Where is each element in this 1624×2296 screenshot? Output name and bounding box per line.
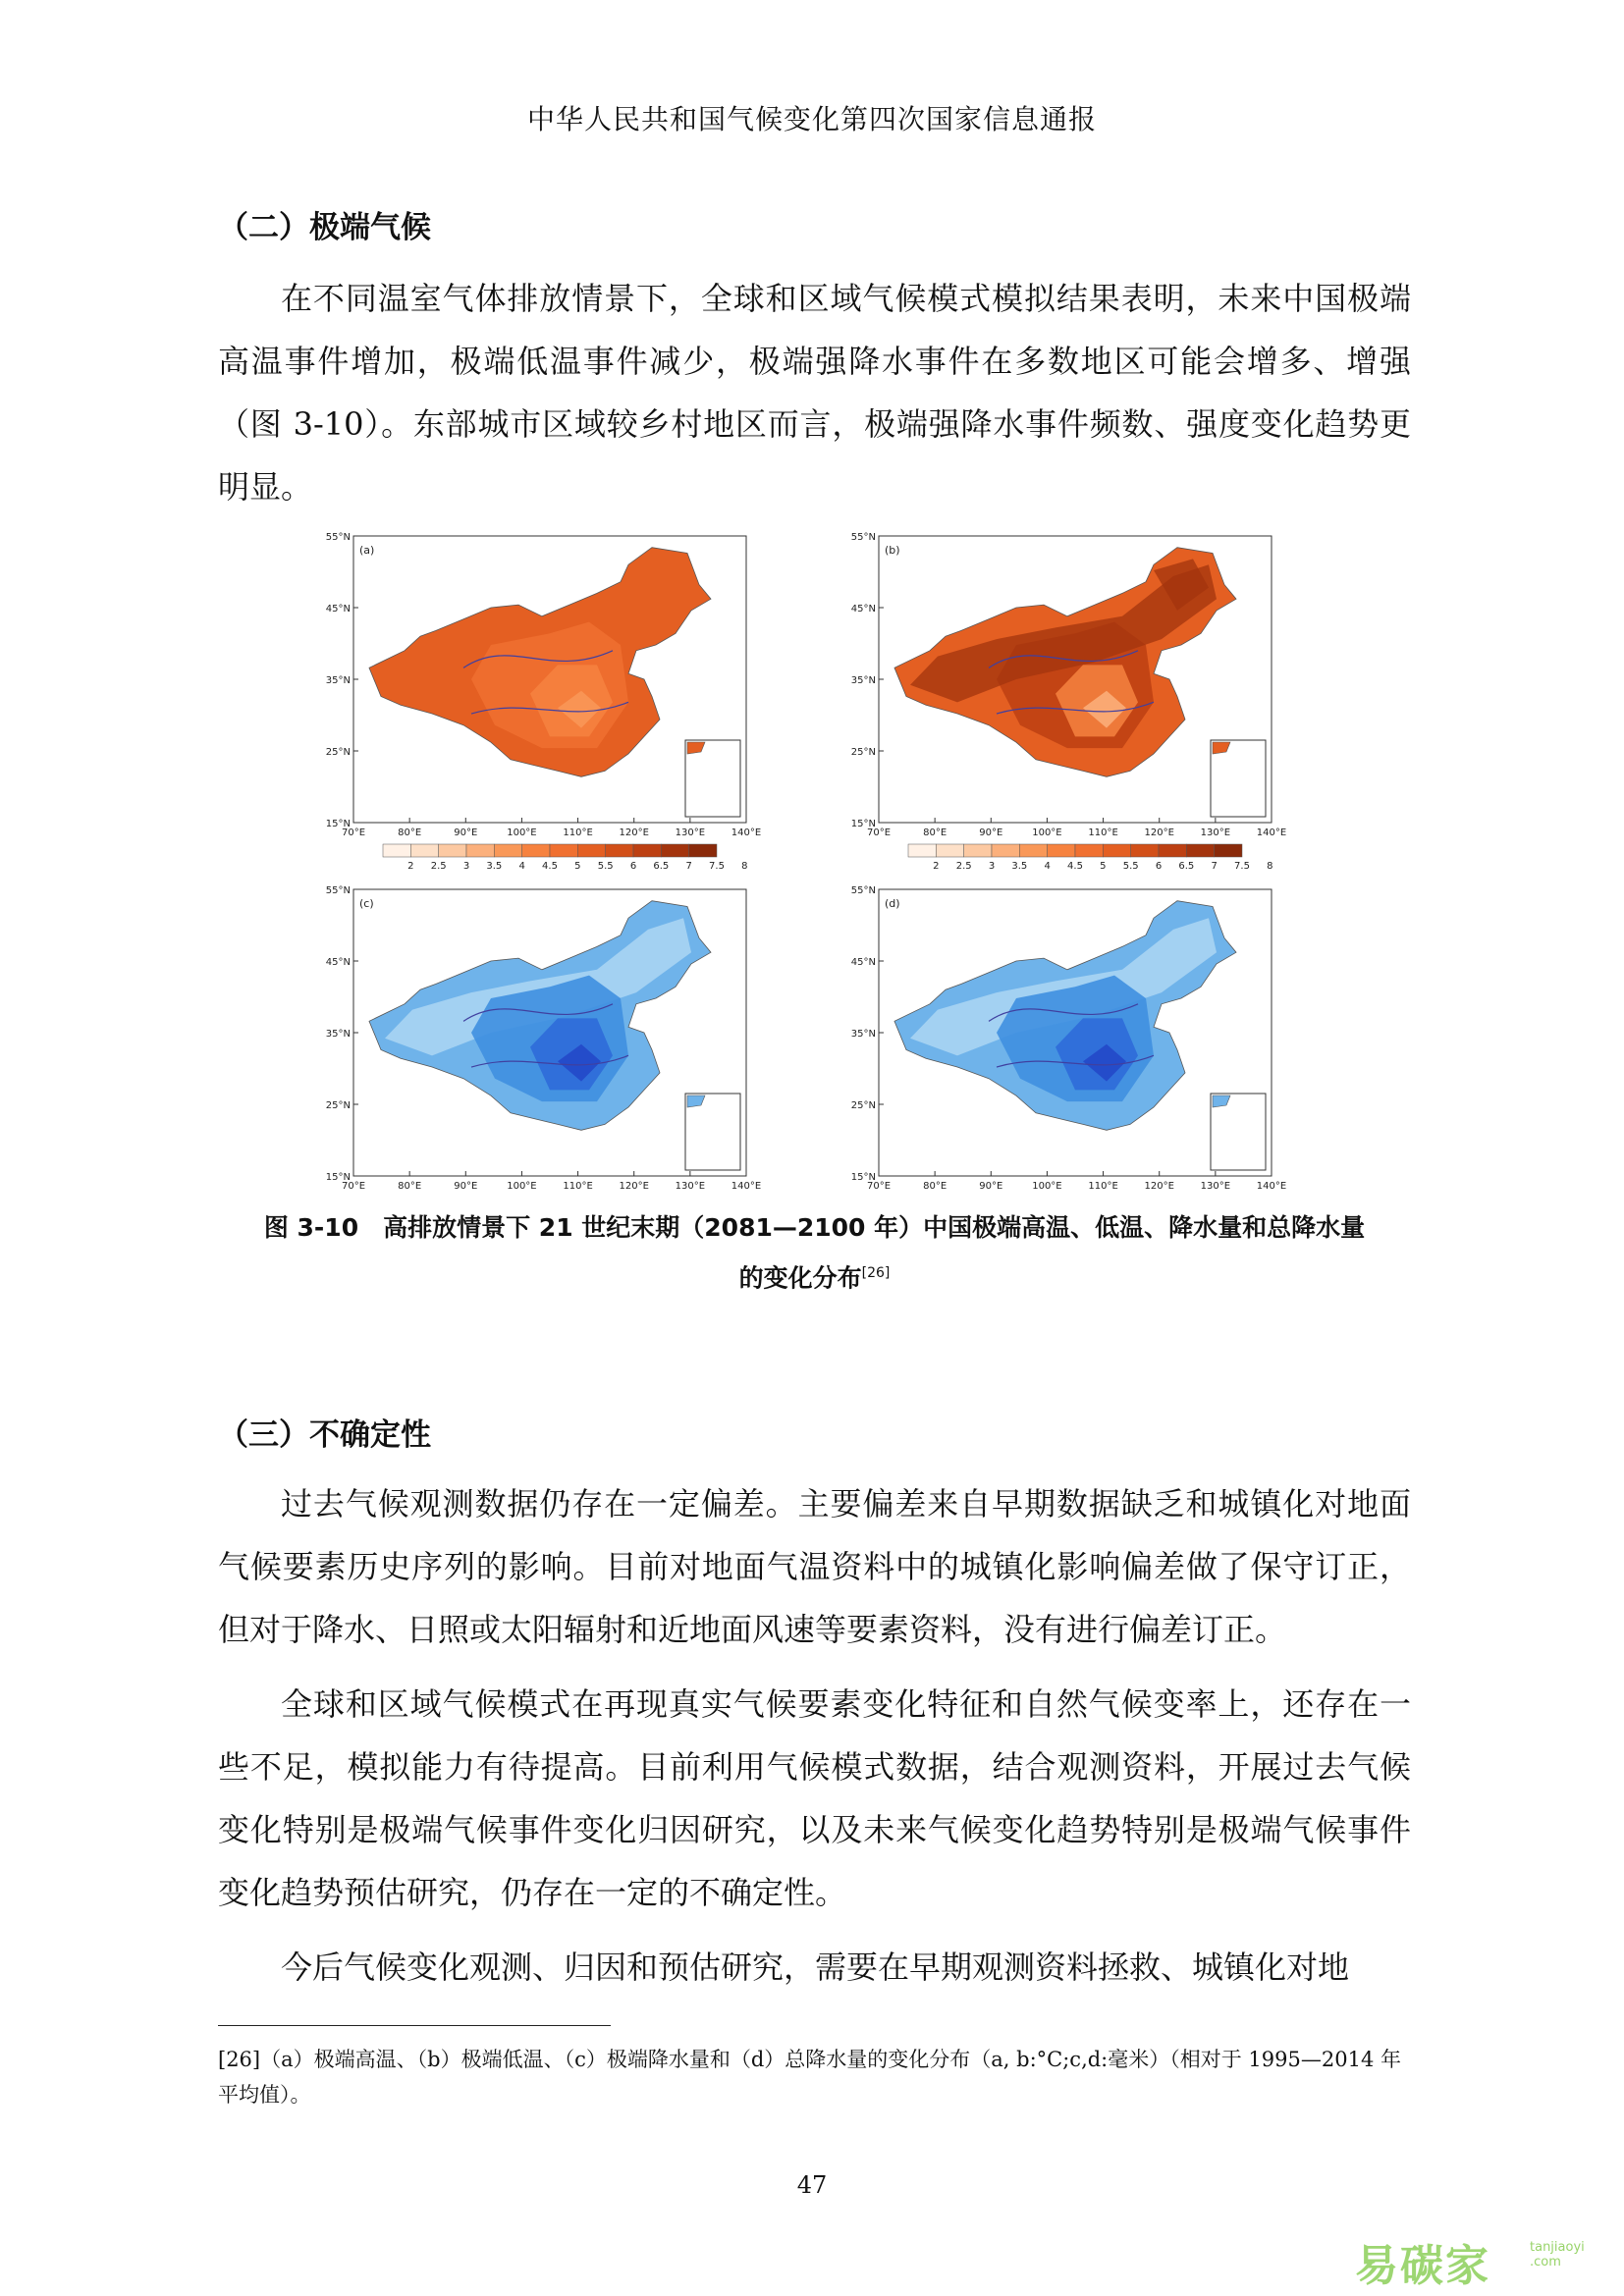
lon-tick-label: 130°E — [675, 1181, 706, 1192]
footnote-26: [26]（a）极端高温、（b）极端低温、（c）极端降水量和（d）总降水量的变化分布（a, b:°C;c,d:毫米）（相对于 1995—2014 年平均值）。 — [218, 2048, 1401, 2107]
colorbar-swatch — [1215, 844, 1242, 857]
lat-tick-label: 15°N — [850, 819, 876, 829]
colorbar-tick-label: 8 — [741, 861, 748, 872]
lon-tick-label: 100°E — [1032, 828, 1062, 838]
colorbar-tick-label: 3 — [462, 861, 470, 872]
paragraph-uncertainty-1: 过去气候观测数据仍存在一定偏差。主要偏差来自早期数据缺乏和城镇化对地面气候要素历史序列的影响。目前对地面气温资料中的城镇化影响偏差做了保守订正，但对于降水、日照或太阳辐射和近地面风速等要素资料，没有进行偏差订正。 — [218, 1485, 1411, 1648]
figure-3-10 — [325, 530, 1324, 1192]
lon-tick-label: 100°E — [507, 828, 537, 838]
colorbar-tick-label: 2.5 — [955, 861, 972, 872]
colorbar-swatch — [936, 844, 963, 857]
colorbar-tick-label: 2 — [933, 861, 940, 872]
panel-label: (b) — [885, 544, 900, 557]
colorbar-tick-label: 6.5 — [1178, 861, 1195, 872]
lon-tick-label: 100°E — [1032, 1181, 1062, 1192]
colorbar-swatch — [439, 844, 466, 857]
map-panel-c — [326, 885, 761, 1192]
section-heading-extreme-climate: （二）极端气候 — [218, 210, 431, 245]
page-number: 47 — [796, 2171, 828, 2199]
colorbar-swatch — [661, 844, 688, 857]
lon-tick-label: 90°E — [979, 1181, 1003, 1192]
lat-tick-label: 55°N — [325, 885, 351, 896]
lon-tick-label: 80°E — [923, 1181, 947, 1192]
figure-caption — [218, 1205, 1411, 1301]
lon-tick-label: 110°E — [563, 828, 593, 838]
lon-tick-label: 90°E — [454, 1181, 478, 1192]
lon-tick-label: 140°E — [1256, 828, 1287, 838]
lat-tick-label: 55°N — [325, 532, 351, 543]
colorbar-swatch — [577, 844, 605, 857]
lon-tick-label: 140°E — [731, 828, 762, 838]
colorbar-swatch — [522, 844, 550, 857]
colorbar-tick-label: 5.5 — [1122, 861, 1139, 872]
lon-tick-label: 80°E — [398, 1181, 422, 1192]
lat-tick-label: 25°N — [325, 747, 351, 758]
lat-tick-label: 25°N — [850, 1100, 876, 1111]
map-panel-d — [851, 885, 1286, 1192]
map-panel-a — [326, 532, 761, 872]
colorbar-swatch — [1131, 844, 1159, 857]
running-head: 中华人民共和国气候变化第四次国家信息通报 — [526, 103, 1097, 135]
section-heading-uncertainty: （三）不确定性 — [218, 1417, 431, 1453]
colorbar-swatch — [550, 844, 577, 857]
caption-reference: [26] — [861, 1265, 891, 1281]
lat-tick-label: 45°N — [850, 957, 876, 968]
paragraph-uncertainty-2: 全球和区域气候模式在再现真实气候要素变化特征和自然气候变率上，还存在一些不足，模拟能力有待提高。目前利用气候模式数据，结合观测资料，开展过去气候变化特别是极端气候事件变化归因研究，以及未来气候变化趋势特别是极端气候事件变化趋势预估研究，仍存在一定的不确定性。 — [218, 1685, 1411, 1911]
colorbar-tick-label: 2 — [407, 861, 414, 872]
colorbar-tick-label: 8 — [1267, 861, 1273, 872]
colorbar-swatch — [964, 844, 992, 857]
lat-tick-label: 35°N — [325, 675, 351, 686]
colorbar-swatch — [1075, 844, 1103, 857]
colorbar-tick-label: 2.5 — [430, 861, 447, 872]
lat-tick-label: 55°N — [850, 885, 876, 896]
lon-tick-label: 70°E — [341, 1181, 366, 1192]
lat-tick-label: 45°N — [850, 604, 876, 614]
paragraph-uncertainty-3: 今后气候变化观测、归因和预估研究，需要在早期观测资料拯救、城镇化对地 — [281, 1949, 1350, 1986]
footnote-rule — [218, 2025, 611, 2026]
watermark-domain-1: tanjiaoyi — [1530, 2240, 1585, 2255]
lon-tick-label: 130°E — [675, 828, 706, 838]
lon-tick-label: 70°E — [866, 1181, 892, 1192]
lon-tick-label: 120°E — [619, 828, 649, 838]
lon-tick-label: 80°E — [923, 828, 947, 838]
lon-tick-label: 110°E — [563, 1181, 593, 1192]
paragraph-extreme-climate: 在不同温室气体排放情景下，全球和区域气候模式模拟结果表明，未来中国极端高温事件增加，极端低温事件减少，极端强降水事件在多数地区可能会增多、增强（图 3-10）。东部城市区域较乡村地区而言，极端强降水事件频数、强度变化趋势更明显。 — [218, 280, 1411, 506]
colorbar-tick-label: 7.5 — [709, 861, 725, 872]
colorbar-tick-label: 6 — [629, 861, 637, 872]
colorbar-swatch — [633, 844, 661, 857]
lon-tick-label: 120°E — [1144, 828, 1174, 838]
colorbar-swatch — [466, 844, 494, 857]
watermark-text: 易碳家 — [1355, 2241, 1490, 2291]
colorbar-tick-label: 5 — [574, 861, 581, 872]
colorbar-swatch — [410, 844, 438, 857]
lat-tick-label: 55°N — [850, 532, 876, 543]
lat-tick-label: 25°N — [325, 1100, 351, 1111]
watermark-domain — [1530, 2240, 1585, 2269]
colorbar-swatch — [494, 844, 521, 857]
colorbar-swatch — [908, 844, 936, 857]
lon-tick-label: 90°E — [979, 828, 1003, 838]
watermark-domain-2: .com — [1530, 2255, 1561, 2269]
lon-tick-label: 70°E — [341, 828, 366, 838]
lat-tick-label: 35°N — [325, 1029, 351, 1040]
caption-line-1: 图 3-10 高排放情景下 21 世纪末期（2081—2100 年）中国极端高温、低温、降水量和总降水量 — [263, 1213, 1366, 1242]
lat-tick-label: 35°N — [850, 675, 876, 686]
colorbar-tick-label: 5.5 — [597, 861, 614, 872]
lat-tick-label: 45°N — [325, 604, 351, 614]
colorbar-swatch — [383, 844, 410, 857]
map-panel-b — [851, 532, 1286, 872]
lon-tick-label: 80°E — [398, 828, 422, 838]
colorbar-tick-label: 6 — [1155, 861, 1163, 872]
lat-tick-label: 25°N — [850, 747, 876, 758]
panel-label: (d) — [885, 897, 900, 910]
lon-tick-label: 140°E — [1256, 1181, 1287, 1192]
china-extreme-climate-maps — [325, 530, 1324, 1192]
colorbar-tick-label: 5 — [1100, 861, 1107, 872]
panel-label: (a) — [359, 544, 375, 557]
colorbar-swatch — [1019, 844, 1047, 857]
lat-tick-label: 15°N — [325, 819, 351, 829]
lon-tick-label: 120°E — [1144, 1181, 1174, 1192]
lat-tick-label: 15°N — [325, 1172, 351, 1183]
colorbar-swatch — [689, 844, 717, 857]
lon-tick-label: 100°E — [507, 1181, 537, 1192]
colorbar-tick-label: 7 — [685, 861, 692, 872]
lon-tick-label: 90°E — [454, 828, 478, 838]
colorbar-swatch — [1048, 844, 1075, 857]
lon-tick-label: 130°E — [1200, 828, 1231, 838]
colorbar-tick-label: 3.5 — [486, 861, 503, 872]
colorbar-tick-label: 6.5 — [653, 861, 670, 872]
colorbar-swatch — [606, 844, 633, 857]
colorbar-swatch — [1159, 844, 1186, 857]
colorbar-tick-label: 3.5 — [1011, 861, 1028, 872]
colorbar-tick-label: 7 — [1211, 861, 1218, 872]
colorbar-swatch — [992, 844, 1019, 857]
lon-tick-label: 70°E — [866, 828, 892, 838]
colorbar-tick-label: 3 — [988, 861, 996, 872]
colorbar-tick-label: 4.5 — [542, 861, 558, 872]
lon-tick-label: 110°E — [1088, 1181, 1118, 1192]
panel-label: (c) — [359, 897, 374, 910]
colorbar-tick-label: 4 — [1044, 861, 1051, 872]
lat-tick-label: 15°N — [850, 1172, 876, 1183]
lat-tick-label: 45°N — [325, 957, 351, 968]
colorbar-tick-label: 4.5 — [1067, 861, 1083, 872]
caption-line-2: 的变化分布 — [738, 1263, 862, 1293]
colorbar-swatch — [1186, 844, 1214, 857]
colorbar-tick-label: 7.5 — [1234, 861, 1250, 872]
lon-tick-label: 120°E — [619, 1181, 649, 1192]
lon-tick-label: 130°E — [1200, 1181, 1231, 1192]
colorbar-tick-label: 4 — [518, 861, 525, 872]
watermark-logo — [1355, 2226, 1587, 2291]
colorbar-swatch — [1103, 844, 1130, 857]
lat-tick-label: 35°N — [850, 1029, 876, 1040]
lon-tick-label: 140°E — [731, 1181, 762, 1192]
lon-tick-label: 110°E — [1088, 828, 1118, 838]
